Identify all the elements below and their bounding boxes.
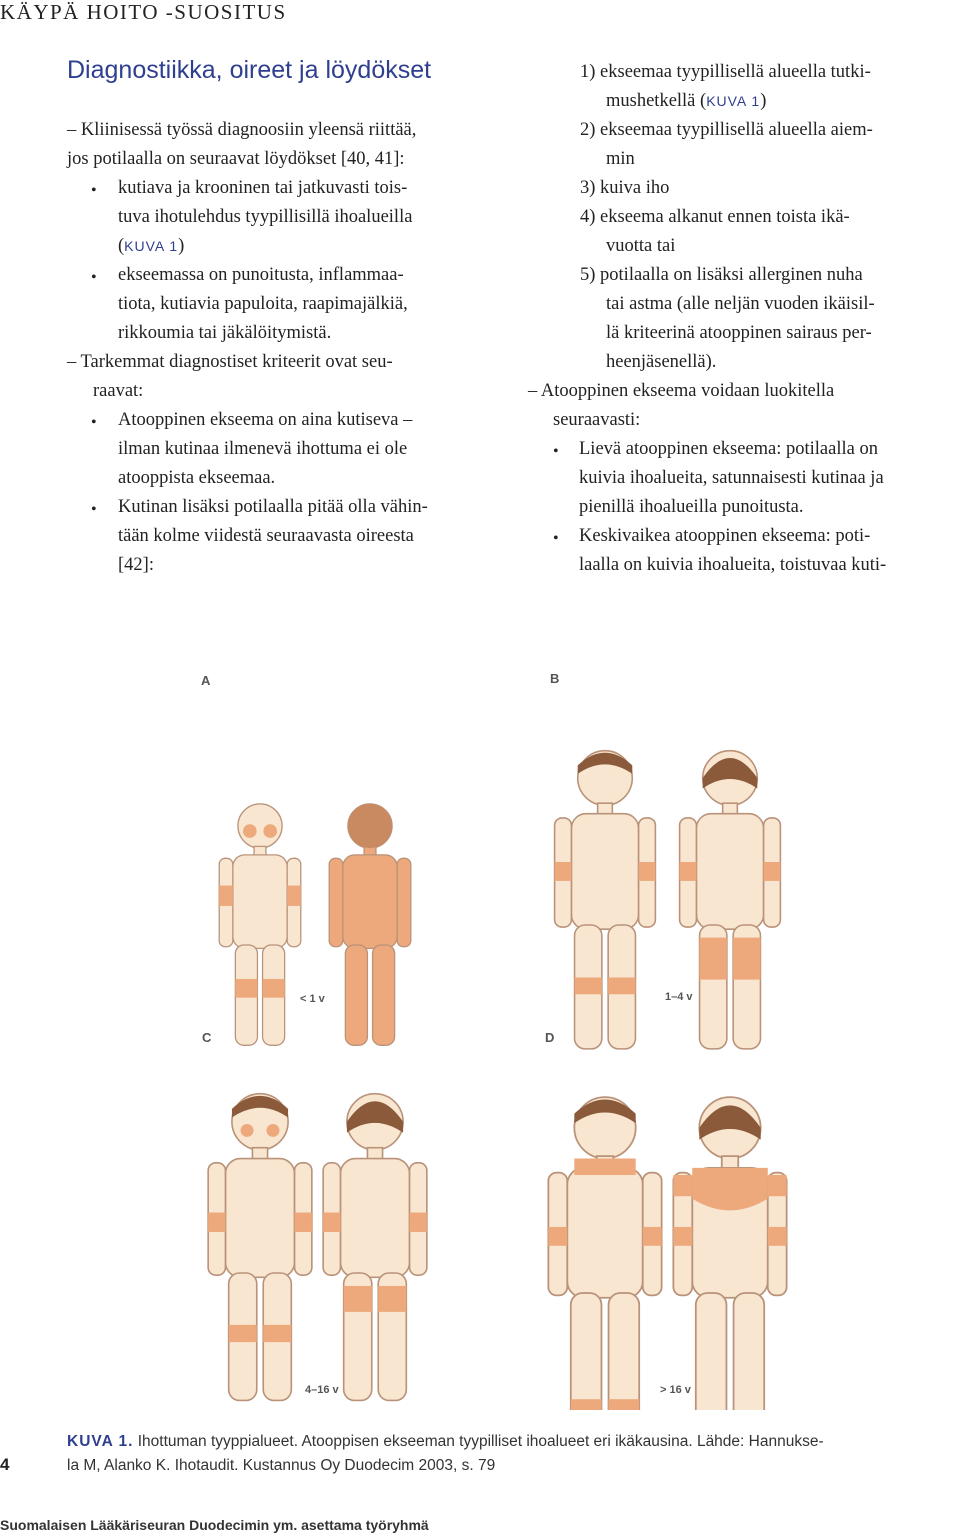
text-line: vuotta tai [606, 236, 676, 256]
text-line: raavat: [93, 381, 144, 401]
text-line: Keskivaikea atooppinen ekseema: poti- [579, 526, 871, 546]
body-figure-back [323, 1094, 427, 1401]
figure-reference-link[interactable]: KUVA 1 [706, 93, 761, 109]
panel-c [202, 1030, 427, 1400]
figure-reference-link[interactable]: KUVA 1 [124, 238, 179, 254]
text-line: 2) ekseemaa tyypillisellä alueella aiem- [580, 120, 873, 140]
text-line: – Kliinisessä työssä diagnoosiin yleensä riittää, [67, 120, 417, 140]
text-line: atooppista ekseemaa. [118, 468, 276, 488]
text-line: heenjäsenellä). [606, 352, 717, 372]
panel-b [550, 671, 780, 1049]
text-line: 4) ekseema alkanut ennen toista ikä- [580, 207, 850, 227]
bullet-marker: • [91, 182, 97, 199]
text-line: Lievä atooppinen ekseema: potilaalla on [579, 439, 878, 459]
age-label: 4–16 v [305, 1384, 339, 1396]
text-line: min [606, 149, 635, 169]
text-line: ilman kutinaa ilmenevä ihottuma ei ole [118, 439, 408, 459]
text-line: lä kriteerinä atooppinen sairaus per- [606, 323, 872, 343]
figure-caption [67, 1433, 824, 1451]
text-line: Kutinan lisäksi potilaalla pitää olla vähin- [118, 497, 428, 517]
text-line: kutiava ja krooninen tai jatkuvasti tois- [118, 178, 408, 198]
text-line: [42]: [118, 555, 154, 575]
text-line: tään kolme viidestä seuraavasta oireesta [118, 526, 414, 546]
text-line: seuraavasti: [553, 410, 641, 430]
bullet-marker: • [91, 501, 97, 518]
text-line: ekseemassa on punoitusta, inflammaa- [118, 265, 404, 285]
body-figure-back [673, 1097, 786, 1410]
caption-text: Ihottuman tyyppialueet. Atooppisen ekseeman tyypilliset ihoalueet eri ikäkausina. Lähde: Hannukse- [137, 1433, 824, 1450]
text-line: – Tarkemmat diagnostiset kriteerit ovat seu- [67, 352, 393, 372]
body-figure-front [219, 804, 301, 1045]
age-label: > 16 v [660, 1384, 691, 1396]
panel-letter: D [545, 1030, 555, 1045]
panel-d [545, 1030, 787, 1410]
panel-letter: B [550, 671, 560, 686]
text-line: jos potilaalla on seuraavat löydökset [40, 41]: [67, 149, 405, 169]
bullet-marker: • [91, 414, 97, 431]
panel-letter: C [202, 1030, 212, 1045]
body-figure-front [555, 751, 656, 1049]
body-figure-back [329, 804, 411, 1045]
text-line: (KUVA 1) [118, 236, 185, 256]
page-number: 4 [0, 1455, 10, 1474]
text-line: 1) ekseemaa tyypillisellä alueella tutki- [580, 62, 871, 82]
eczema-distribution-figure [145, 650, 835, 1410]
running-header: KÄYPÄ HOITO -SUOSITUS [0, 0, 287, 24]
bullet-marker: • [91, 269, 97, 286]
caption-label: KUVA 1. [67, 1433, 134, 1450]
bullet-marker: • [553, 443, 559, 460]
figure-caption-continued: la M, Alanko K. Ihotaudit. Kustannus Oy Duodecim 2003, s. 79 [67, 1457, 496, 1474]
age-label: < 1 v [300, 993, 325, 1005]
age-label: 1–4 v [665, 991, 693, 1003]
figure-illustration [145, 650, 835, 1410]
text-line: Atooppinen ekseema on aina kutiseva – [118, 410, 413, 430]
text-line: laalla on kuivia ihoalueita, toistuvaa kuti- [579, 555, 887, 575]
text-line: kuivia ihoalueita, satunnaisesti kutinaa ja [579, 468, 884, 488]
body-figure-front [208, 1094, 312, 1401]
body-figure-back [680, 751, 781, 1049]
text-line: mushetkellä (KUVA 1) [606, 91, 767, 111]
text-line: 5) potilaalla on lisäksi allerginen nuha [580, 265, 863, 285]
page-footer: Suomalaisen Lääkäriseuran Duodecimin ym. asettama työryhmä [0, 1517, 429, 1533]
text-line: tai astma (alle neljän vuoden ikäisil- [606, 294, 875, 314]
section-heading: Diagnostiikka, oireet ja löydökset [67, 56, 432, 84]
panel-a [201, 673, 411, 1045]
text-line: tiota, kutiavia papuloita, raapimajälkiä, [118, 294, 408, 314]
body-figure-front [548, 1097, 661, 1410]
text-line: tuva ihotulehdus tyypillisillä ihoalueilla [118, 207, 413, 227]
text-line: pienillä ihoalueilla punoitusta. [579, 497, 804, 517]
panel-letter: A [201, 673, 211, 688]
text-line: 3) kuiva iho [580, 178, 670, 198]
bullet-marker: • [553, 530, 559, 547]
text-line: rikkoumia tai jäkälöitymistä. [118, 323, 332, 343]
text-line: – Atooppinen ekseema voidaan luokitella [528, 381, 835, 401]
